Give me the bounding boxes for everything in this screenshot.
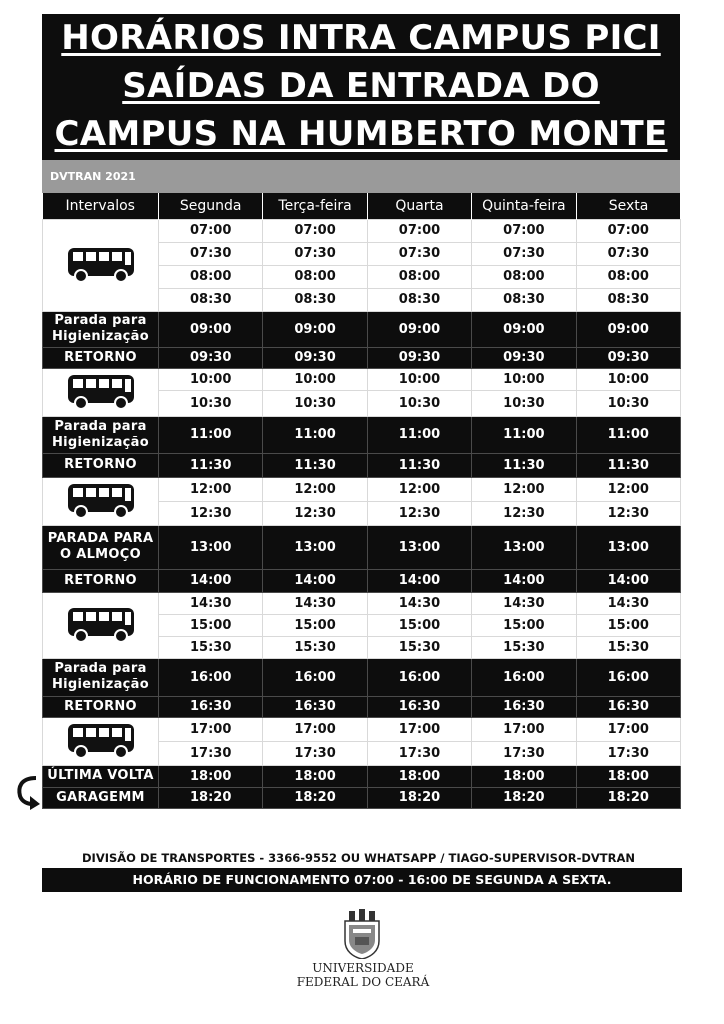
university-line-2: FEDERAL DO CEARÁ xyxy=(296,975,430,989)
schedule-table xyxy=(42,193,681,809)
title-line-2: SAÍDAS DA ENTRADA DO xyxy=(122,66,600,106)
time-cell-quarta: 14:00 xyxy=(367,569,471,592)
time-cell-quarta: 13:00 xyxy=(367,525,471,569)
time-cell-segunda: 09:00 xyxy=(159,311,263,347)
time-cell-quinta: 14:30 xyxy=(472,592,576,614)
time-cell-quinta: 07:30 xyxy=(472,242,576,265)
university-crest-icon xyxy=(343,909,381,963)
time-cell-quarta: 09:30 xyxy=(367,347,471,368)
interval-label: ÚLTIMA VOLTA xyxy=(43,765,159,787)
time-cell-terca: 17:00 xyxy=(263,717,367,741)
time-cell-segunda: 15:00 xyxy=(159,614,263,636)
time-cell-quinta: 17:00 xyxy=(472,717,576,741)
time-cell-segunda: 11:30 xyxy=(159,453,263,477)
time-cell-segunda: 16:00 xyxy=(159,658,263,696)
interval-label: RETORNO xyxy=(43,696,159,717)
bus-icon xyxy=(43,592,159,658)
title-line-3: CAMPUS NA HUMBERTO MONTE xyxy=(54,114,668,154)
time-cell-terca: 07:00 xyxy=(263,219,367,242)
time-cell-terca: 09:00 xyxy=(263,311,367,347)
time-cell-sexta: 12:00 xyxy=(576,477,680,501)
time-cell-quarta: 12:00 xyxy=(367,477,471,501)
time-cell-quarta: 11:30 xyxy=(367,453,471,477)
time-cell-segunda: 15:30 xyxy=(159,636,263,658)
schedule-row xyxy=(43,525,681,569)
interval-label: Parada para Higienização xyxy=(43,658,159,696)
time-cell-terca: 10:00 xyxy=(263,368,367,390)
time-cell-quarta: 16:00 xyxy=(367,658,471,696)
time-cell-sexta: 18:00 xyxy=(576,765,680,787)
time-cell-sexta: 15:00 xyxy=(576,614,680,636)
title-banner xyxy=(42,14,680,160)
time-cell-terca: 18:20 xyxy=(263,787,367,808)
time-cell-segunda: 07:30 xyxy=(159,242,263,265)
time-cell-terca: 11:30 xyxy=(263,453,367,477)
time-cell-segunda: 18:00 xyxy=(159,765,263,787)
time-cell-terca: 17:30 xyxy=(263,741,367,765)
time-cell-quinta: 17:30 xyxy=(472,741,576,765)
time-cell-quinta: 07:00 xyxy=(472,219,576,242)
time-cell-quinta: 08:00 xyxy=(472,265,576,288)
subtitle-bar xyxy=(42,160,680,193)
interval-label: RETORNO xyxy=(43,569,159,592)
time-cell-quarta: 10:00 xyxy=(367,368,471,390)
time-cell-quinta: 15:30 xyxy=(472,636,576,658)
time-cell-segunda: 14:30 xyxy=(159,592,263,614)
schedule-row xyxy=(43,569,681,592)
interval-label: PARADA PARA O ALMOÇO xyxy=(43,525,159,569)
time-cell-quarta: 18:20 xyxy=(367,787,471,808)
interval-label: Parada para Higienização xyxy=(43,311,159,347)
schedule-row xyxy=(43,453,681,477)
time-cell-quarta: 07:30 xyxy=(367,242,471,265)
col-header-segunda: Segunda xyxy=(159,193,263,219)
university-name xyxy=(290,961,436,989)
time-cell-quinta: 09:00 xyxy=(472,311,576,347)
time-cell-quinta: 13:00 xyxy=(472,525,576,569)
bus-icon xyxy=(43,368,159,416)
bus-icon xyxy=(43,717,159,765)
time-cell-sexta: 10:00 xyxy=(576,368,680,390)
interval-label: GARAGEMM xyxy=(43,787,159,808)
time-cell-segunda: 10:30 xyxy=(159,390,263,416)
time-cell-terca: 18:00 xyxy=(263,765,367,787)
col-header-intervalos: Intervalos xyxy=(43,193,159,219)
bus-icon xyxy=(43,477,159,525)
time-cell-quinta: 10:00 xyxy=(472,368,576,390)
time-cell-quinta: 16:30 xyxy=(472,696,576,717)
time-cell-quarta: 17:30 xyxy=(367,741,471,765)
interval-label: Parada para Higienização xyxy=(43,416,159,453)
time-cell-quinta: 15:00 xyxy=(472,614,576,636)
time-cell-sexta: 09:00 xyxy=(576,311,680,347)
time-cell-terca: 12:30 xyxy=(263,501,367,525)
time-cell-quinta: 08:30 xyxy=(472,288,576,311)
contact-line: DIVISÃO DE TRANSPORTES - 3366-9552 OU WHATSAPP / TIAGO-SUPERVISOR-DVTRAN xyxy=(82,851,636,865)
time-cell-sexta: 16:30 xyxy=(576,696,680,717)
time-cell-terca: 14:00 xyxy=(263,569,367,592)
schedule-row xyxy=(43,311,681,347)
time-cell-quinta: 14:00 xyxy=(472,569,576,592)
schedule-row xyxy=(43,368,681,390)
time-cell-quarta: 10:30 xyxy=(367,390,471,416)
time-cell-terca: 08:00 xyxy=(263,265,367,288)
col-header-terca: Terça-feira xyxy=(263,193,367,219)
time-cell-sexta: 11:30 xyxy=(576,453,680,477)
time-cell-segunda: 10:00 xyxy=(159,368,263,390)
time-cell-quinta: 18:00 xyxy=(472,765,576,787)
time-cell-terca: 12:00 xyxy=(263,477,367,501)
time-cell-sexta: 14:00 xyxy=(576,569,680,592)
time-cell-terca: 10:30 xyxy=(263,390,367,416)
time-cell-quinta: 12:30 xyxy=(472,501,576,525)
schedule-row xyxy=(43,219,681,242)
curved-return-arrow-icon xyxy=(14,774,40,814)
time-cell-segunda: 18:20 xyxy=(159,787,263,808)
time-cell-sexta: 16:00 xyxy=(576,658,680,696)
time-cell-segunda: 12:30 xyxy=(159,501,263,525)
time-cell-quarta: 14:30 xyxy=(367,592,471,614)
time-cell-segunda: 16:30 xyxy=(159,696,263,717)
time-cell-sexta: 08:30 xyxy=(576,288,680,311)
time-cell-quarta: 07:00 xyxy=(367,219,471,242)
time-cell-quarta: 09:00 xyxy=(367,311,471,347)
time-cell-terca: 09:30 xyxy=(263,347,367,368)
time-cell-sexta: 17:00 xyxy=(576,717,680,741)
time-cell-segunda: 07:00 xyxy=(159,219,263,242)
time-cell-quarta: 17:00 xyxy=(367,717,471,741)
time-cell-sexta: 12:30 xyxy=(576,501,680,525)
time-cell-quinta: 12:00 xyxy=(472,477,576,501)
time-cell-segunda: 11:00 xyxy=(159,416,263,453)
time-cell-quinta: 11:00 xyxy=(472,416,576,453)
interval-label: RETORNO xyxy=(43,347,159,368)
time-cell-segunda: 12:00 xyxy=(159,477,263,501)
time-cell-terca: 15:30 xyxy=(263,636,367,658)
header-row xyxy=(43,193,681,219)
time-cell-quarta: 12:30 xyxy=(367,501,471,525)
time-cell-terca: 07:30 xyxy=(263,242,367,265)
time-cell-sexta: 10:30 xyxy=(576,390,680,416)
time-cell-terca: 11:00 xyxy=(263,416,367,453)
time-cell-quarta: 16:30 xyxy=(367,696,471,717)
time-cell-terca: 15:00 xyxy=(263,614,367,636)
schedule-row xyxy=(43,416,681,453)
time-cell-sexta: 07:30 xyxy=(576,242,680,265)
schedule-row xyxy=(43,347,681,368)
time-cell-terca: 14:30 xyxy=(263,592,367,614)
subtitle-text: DVTRAN 2021 xyxy=(50,170,136,183)
time-cell-segunda: 08:00 xyxy=(159,265,263,288)
schedule-row xyxy=(43,696,681,717)
time-cell-sexta: 17:30 xyxy=(576,741,680,765)
time-cell-segunda: 17:30 xyxy=(159,741,263,765)
time-cell-terca: 13:00 xyxy=(263,525,367,569)
col-header-quinta: Quinta-feira xyxy=(472,193,576,219)
schedule-row xyxy=(43,765,681,787)
time-cell-terca: 16:00 xyxy=(263,658,367,696)
schedule-row xyxy=(43,658,681,696)
schedule-row xyxy=(43,787,681,808)
time-cell-sexta: 07:00 xyxy=(576,219,680,242)
time-cell-quarta: 15:30 xyxy=(367,636,471,658)
time-cell-quinta: 16:00 xyxy=(472,658,576,696)
time-cell-quarta: 11:00 xyxy=(367,416,471,453)
time-cell-sexta: 18:20 xyxy=(576,787,680,808)
schedule-row xyxy=(43,717,681,741)
time-cell-quinta: 10:30 xyxy=(472,390,576,416)
hours-bar: HORÁRIO DE FUNCIONAMENTO 07:00 - 16:00 DE SEGUNDA A SEXTA. xyxy=(42,868,682,892)
time-cell-segunda: 14:00 xyxy=(159,569,263,592)
time-cell-terca: 16:30 xyxy=(263,696,367,717)
time-cell-quarta: 18:00 xyxy=(367,765,471,787)
time-cell-quinta: 11:30 xyxy=(472,453,576,477)
time-cell-sexta: 15:30 xyxy=(576,636,680,658)
time-cell-quarta: 15:00 xyxy=(367,614,471,636)
time-cell-terca: 08:30 xyxy=(263,288,367,311)
schedule-row xyxy=(43,592,681,614)
time-cell-quarta: 08:30 xyxy=(367,288,471,311)
time-cell-quarta: 08:00 xyxy=(367,265,471,288)
time-cell-sexta: 13:00 xyxy=(576,525,680,569)
bus-icon xyxy=(43,219,159,311)
time-cell-sexta: 14:30 xyxy=(576,592,680,614)
time-cell-quinta: 09:30 xyxy=(472,347,576,368)
time-cell-segunda: 09:30 xyxy=(159,347,263,368)
col-header-sexta: Sexta xyxy=(576,193,680,219)
time-cell-segunda: 13:00 xyxy=(159,525,263,569)
title-line-1: HORÁRIOS INTRA CAMPUS PICI xyxy=(61,18,661,58)
col-header-quarta: Quarta xyxy=(367,193,471,219)
time-cell-quinta: 18:20 xyxy=(472,787,576,808)
schedule-row xyxy=(43,477,681,501)
interval-label: RETORNO xyxy=(43,453,159,477)
time-cell-sexta: 09:30 xyxy=(576,347,680,368)
time-cell-sexta: 08:00 xyxy=(576,265,680,288)
time-cell-sexta: 11:00 xyxy=(576,416,680,453)
university-line-1: UNIVERSIDADE xyxy=(312,961,414,975)
time-cell-segunda: 08:30 xyxy=(159,288,263,311)
time-cell-segunda: 17:00 xyxy=(159,717,263,741)
